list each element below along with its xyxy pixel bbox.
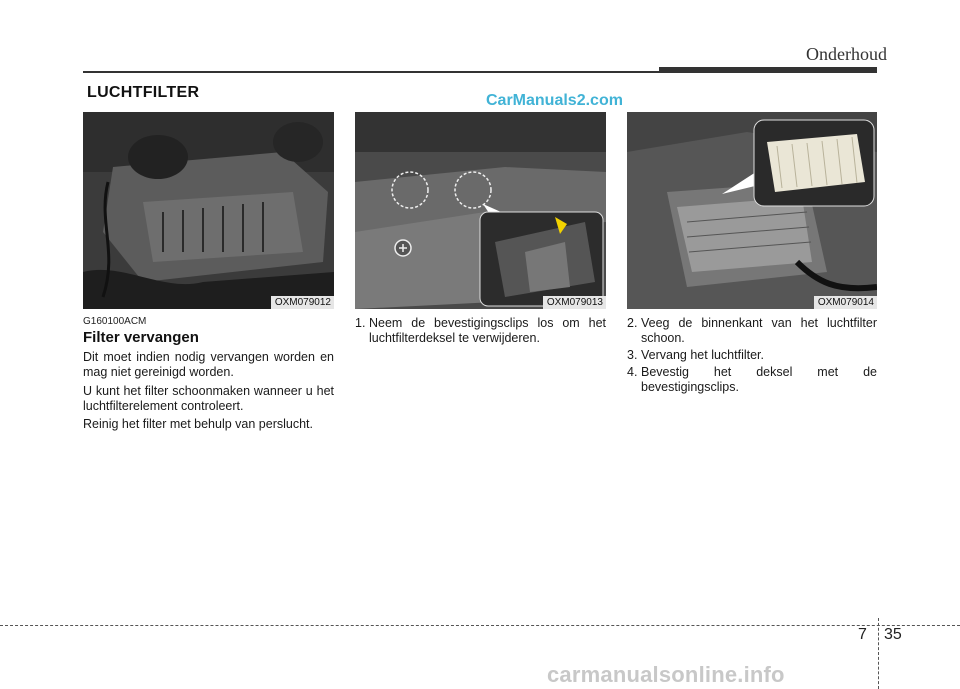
watermark-top: CarManuals2.com (486, 92, 623, 109)
paragraph: U kunt het filter schoonmaken wanneer u het luchtfilterelement controleert. (83, 384, 334, 413)
paragraph: Dit moet indien nodig vervangen worden en mag niet gereinigd worden. (83, 350, 334, 379)
photo-code-label: OXM079012 (271, 296, 334, 309)
step-number: 2. (627, 316, 638, 330)
photo-code-label: OXM079014 (814, 296, 877, 309)
step-item (627, 316, 877, 346)
subheading: Filter vervangen (83, 329, 199, 346)
step-number: 3. (627, 348, 638, 362)
footer-vertical-divider (878, 618, 879, 689)
engine-cover-illustration (83, 112, 334, 309)
step-text: Veeg de binnenkant van het luchtfilter schoon. (641, 316, 877, 345)
filter-element-illustration (627, 112, 877, 309)
watermark-bottom: carmanualsonline.info (547, 662, 785, 687)
step-text: Neem de bevestigingsclips los om het luchtfilterdeksel te verwijderen. (369, 316, 606, 345)
header-rule-accent (659, 67, 877, 73)
engine-photo-1 (83, 112, 334, 309)
engine-photo-2 (355, 112, 606, 309)
air-filter-clips-illustration (355, 112, 606, 309)
step-number: 4. (627, 365, 638, 379)
step-text: Vervang het luchtfilter. (641, 348, 764, 362)
footer-divider (0, 625, 960, 626)
step-item (627, 365, 877, 395)
step-text: Bevestig het deksel met de bevestigingsclips. (641, 365, 877, 394)
step-number: 1. (355, 316, 366, 330)
photo-code-label: OXM079013 (543, 296, 606, 309)
step-item (355, 316, 606, 346)
chapter-number: 7 (858, 626, 867, 643)
step-item (627, 348, 877, 363)
section-title: Onderhoud (806, 44, 887, 64)
chapter-title: LUCHTFILTER (87, 84, 200, 101)
engine-photo-3 (627, 112, 877, 309)
reference-code: G160100ACM (83, 316, 147, 327)
paragraph: Reinig het filter met behulp van perslucht. (83, 417, 313, 431)
page-number: 35 (884, 626, 902, 643)
header-rule (83, 71, 659, 73)
